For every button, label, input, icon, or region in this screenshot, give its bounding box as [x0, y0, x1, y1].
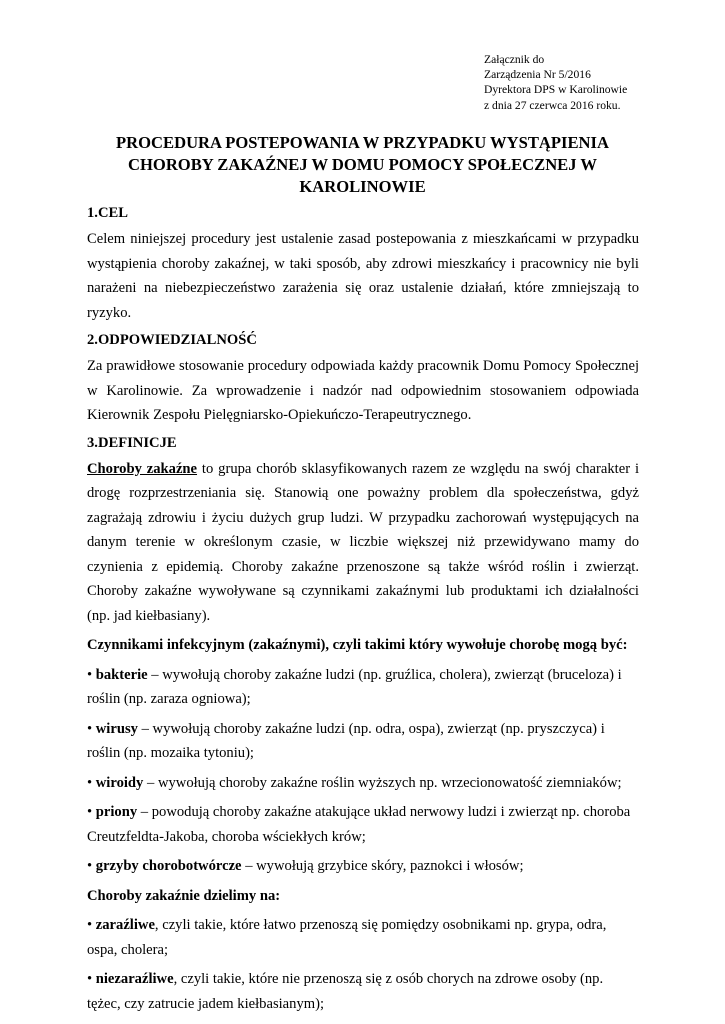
- list-item: [87, 854, 639, 879]
- list-item: [87, 663, 639, 712]
- title-line-3: KAROLINOWIE: [299, 177, 426, 196]
- document-title: [60, 132, 665, 198]
- list-item: [87, 967, 639, 1016]
- item-name: bakterie: [95, 666, 148, 683]
- section-heading-odpowiedzialnosc: 2.ODPOWIEDZIALNOŚĆ: [87, 332, 257, 348]
- bullet: •: [87, 804, 93, 820]
- item-name: wiroidy: [95, 774, 144, 791]
- annex-line-3: Dyrektora DPS w Karolinowie: [484, 83, 628, 97]
- annex-line-1: Załącznik do: [484, 53, 545, 66]
- item-text-continued: roślin (np. mozaika tytoniu);: [87, 745, 254, 761]
- bullet: •: [87, 917, 93, 933]
- annex-line-4: z dnia 27 czerwca 2016 roku.: [484, 98, 621, 112]
- section-heading-cel: 1.CEL: [87, 205, 128, 221]
- document-body: [87, 203, 639, 1021]
- item-text: – wywołują grzybice skóry, paznokci i włosów;: [241, 858, 524, 874]
- title-line-2: CHOROBY ZAKAŹNEJ W DOMU POMOCY SPOŁECZNEJ W: [128, 155, 597, 174]
- annex-line-2: Zarządzenia Nr 5/2016: [484, 68, 591, 82]
- bullet: •: [87, 666, 93, 683]
- bullet: •: [87, 858, 93, 874]
- item-name: wirusy: [95, 720, 138, 737]
- item-text-continued: tężec, czy zatrucie jadem kiełbasianym);: [87, 995, 325, 1012]
- item-text-continued: Creutzfeldta-Jakoba, choroba wściekłych krów;: [87, 828, 366, 845]
- definition-text: to grupa chorób sklasyfikowanych razem ze względu na swój charakter i drogę rozprzestrzeniania się. Stanowią one poważny problem dla społeczeństwa, gdyż zagrażają zdrowiu i życiu dużych grup ludzi. W przypadku zachorowań występujących na danym terenie w określonym czasie, w liczbie większej niż przewidywano mamy do czynienia z epidemią. Choroby zakaźne przenoszone są także wśród roślin i zwierząt. Choroby zakaźne wywoływane są czynnikami zakaźnymi lub produktami ich działalności (np. jad kiełbasiany).: [87, 460, 639, 624]
- title-line-1: PROCEDURA POSTEPOWANIA W PRZYPADKU WYSTĄPIENIA: [116, 133, 609, 152]
- item-name: zaraźliwe: [95, 917, 155, 933]
- annex-note: [484, 52, 627, 113]
- division-heading: Choroby zakaźnie dzielimy na:: [87, 887, 281, 904]
- item-text: – wywołują choroby zakaźne ludzi (np. gruźlica, cholera), zwierząt (bruceloza) i: [147, 666, 622, 683]
- list-item: [87, 800, 639, 849]
- item-text: – wywołują choroby zakaźne roślin wyższych np. wrzecionowatość ziemniaków;: [143, 774, 622, 791]
- item-text: , czyli takie, które nie przenoszą się z osób chorych na zdrowe osoby (np.: [173, 971, 604, 987]
- item-name: grzyby chorobotwórcze: [95, 858, 242, 874]
- item-name: niezaraźliwe: [95, 971, 174, 987]
- item-text: – wywołują choroby zakaźne ludzi (np. odra, ospa), zwierząt (np. pryszczyca) i: [137, 720, 605, 737]
- definition-paragraph: [87, 457, 639, 629]
- section-text-cel: Celem niniejszej procedury jest ustalenie zasad postepowania z mieszkańcami w przypadku wystąpienia choroby zakaźnej, w taki sposób, aby zdrowi mieszkańcy i pracownicy nie byli narażeni na niebezpieczeństwo zarażenia się oraz ustalenie działań, które zmniejszają to ryzyko.: [87, 231, 639, 321]
- list-item: [87, 913, 639, 962]
- list-item: [87, 717, 639, 766]
- section-text-odpowiedzialnosc: Za prawidłowe stosowanie procedury odpowiada każdy pracownik Domu Pomocy Społecznej w Karolinowie. Za wprowadzenie i nadzór nad odpowiednim stosowaniem odpowiada Kierownik Zespołu Pielęgniarsko-Opiekuńczo-Terapeutrycznego.: [87, 358, 639, 423]
- item-text-continued: ospa, cholera;: [87, 941, 169, 958]
- list-item: [87, 771, 639, 796]
- bullet: •: [87, 774, 93, 791]
- section-heading-definicje: 3.DEFINICJE: [87, 434, 177, 451]
- item-text-continued: roślin (np. zaraza ogniowa);: [87, 691, 251, 707]
- agents-heading: Czynnikami infekcyjnym (zakaźnymi), czyli takimi który wywołuje chorobę mogą być:: [87, 637, 628, 653]
- item-name: priony: [95, 804, 138, 820]
- bullet: •: [87, 720, 93, 737]
- defined-term: Choroby zakaźne: [87, 460, 198, 477]
- item-text: , czyli takie, które łatwo przenoszą się pomiędzy osobnikami np. grypa, odra,: [154, 917, 607, 933]
- bullet: •: [87, 971, 93, 987]
- item-text: – powodują choroby zakaźne atakujące układ nerwowy ludzi i zwierząt np. choroba: [137, 804, 631, 820]
